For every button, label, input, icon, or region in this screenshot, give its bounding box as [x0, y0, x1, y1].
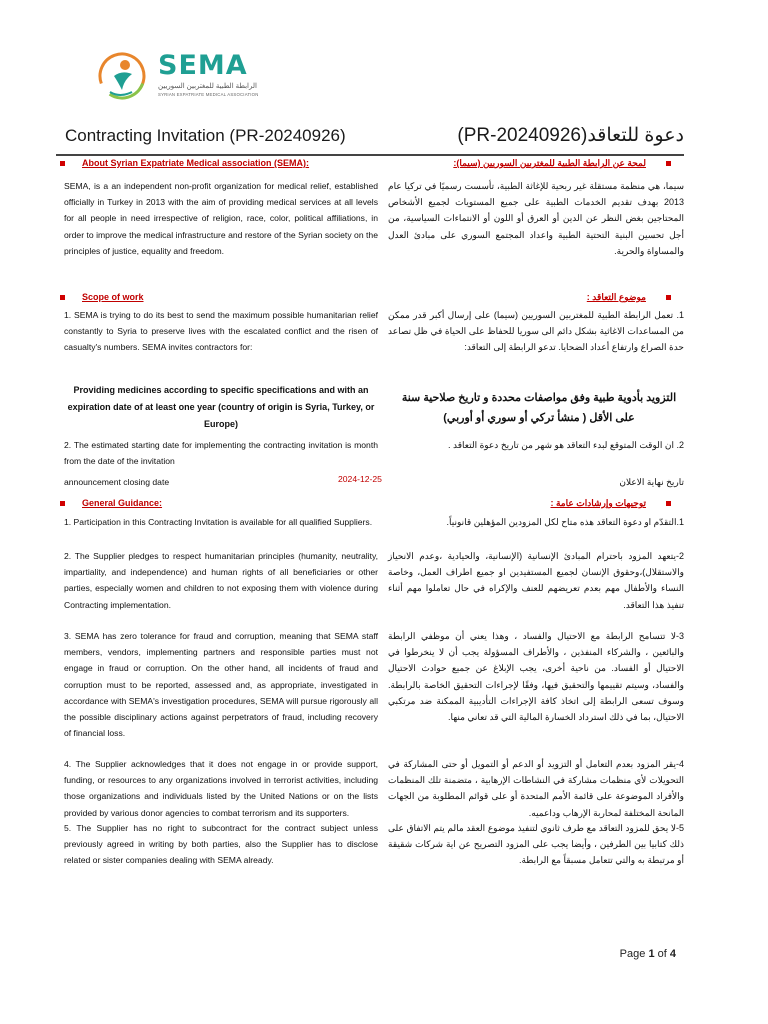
page-total: 4: [669, 948, 676, 960]
guidance-heading-en: General Guidance:: [82, 498, 163, 508]
scope-p2-en: [64, 437, 378, 469]
closing-label-ar: تاريخ نهاية الاعلان: [619, 477, 684, 487]
guidance-item-ar-5: 5-لا يحق للمزود التعاقد مع طرف ثانوي لتنفيذ موضوع العقد مالم يتم الاتفاق على ذلك كتابيا بين الطرفين ، وأيضا يجب على المزود التصريح عن اية شركات شقيقة أو مرتبطة به والتي تتعامل مسبقاً مع الرابطة.: [388, 823, 684, 866]
sema-logo-icon: [92, 46, 152, 110]
guidance-heading-ar: توجيهات وإرشادات عامة :: [550, 498, 646, 508]
scope-p2-text-ar: 2. ان الوقت المتوقع لبدء التعاقد هو شهر من تاريخ دعوة التعاقد .: [448, 440, 684, 450]
about-body-ar: [388, 178, 684, 259]
scope-p2-ar: [388, 437, 684, 453]
page-number: [620, 948, 676, 960]
about-text-en: SEMA, is a an independent non-profit organization for medical relief, established officially in Turkey in 2013 with the aim of providing medical services at all levels for all people in need irrespective of religion, race, color, political affiliations, in order to improve the medical infrastructure and restore of the Syrian society on the principles of justice, equality and freedom.: [64, 181, 378, 256]
about-heading-ar: لمحة عن الرابطة الطبية للمغتربين السوريين (سيما):: [453, 158, 646, 168]
page-current: 1: [648, 948, 655, 960]
brand-name: SEMA: [158, 50, 248, 81]
scope-heading-en: Scope of work: [82, 292, 144, 302]
about-text-ar: سيما، هي منظمة مستقلة غير ربحية للإغاثة الطبية، تأسست رسميًا في تركيا عام 2013 بهدف تقديم الخدمات الطبية على جميع المستويات لجميع الأشخاص المحتاجين بغض النظر عن الدين أو العرق أو اللون أو الانتماءات السياسية، من أجل تحسين البنية التحتية الطبية واعداد المجتمع السوري على مبادئ العدل والمساواة والحرية.: [388, 181, 684, 256]
title-english: Contracting Invitation (PR-20240926): [65, 126, 346, 145]
scope-p2-text-en: 2. The estimated starting date for implementing the contracting invitation is month from the date of the invitation: [64, 440, 378, 467]
scope-p1-text-ar: 1. تعمل الرابطة الطبية للمغتربين السوريين (سيما) على إرسال أكبر قدر ممكن من المساعدات الاغاثية بشكل دائم الى سوريا للحفاظ على الحياة في ظل تصاعد حدة الصراع وارتفاع أعداد الضحايا. تدعو الرابطة إلى التعاقد:: [388, 310, 684, 353]
scope-p1-text-en: 1. SEMA is trying to do its best to send the maximum possible humanitarian relief constantly to Syria to preserve lives with the escalated conflict and the risen of casualty's numbers. SEMA invites contractors for:: [64, 310, 378, 353]
guidance-item-ar-3: 3-لا تتسامح الرابطة مع الاحتيال والفساد ، وهذا يعني أن موظفي الرابطة والبائعين ، والشركاء المنفذين ، والأطراف المسؤولة يجب أن لا ينخرطوا في الاحتيال أو الفساد. من ناحية أخرى، يجب الإبلاغ عن جميع حوادث الاحتيال والفساد، وسيتم تقييمها والتحقيق فيها، وفقًا لإجراءات التحقيق الخاصة بالرابطة. وسوف تسعى الرابطة إلى اتخاذ كافة الإجراءات التأديبية الممكنة ضد مرتكبي الاحتيال، بما في ذلك استرداد الخسارة المالية التي قد تعاني منها.: [388, 631, 684, 723]
scope-bold-ar: التزويد بأدوية طبية وفق مواصفات محددة و تاريخ صلاحية سنة على الأقل ( منشأ تركي أو سوري أو أوربي): [401, 392, 677, 424]
guidance-item-ar-4: 4-يقر المزود بعدم التعامل أو التزويد أو الدعم أو التمويل أو حتى المشاركة في التحويلات لأي منظمات مشاركة في النشاطات الإرهابية ، متضمنة تلك المنظمات والأفراد الموضوعة على قائمة الأمم المتحدة أو على قوائم المطلوبة من الجهات المانحة المختلفة لمحاربة الإرهاب وداعميه.: [388, 759, 684, 818]
brand-arabic-name: الرابطة الطبية للمغتربين السوريين: [158, 83, 257, 90]
bullet-guidance-ar: [666, 501, 671, 506]
sema-logo: [92, 46, 262, 114]
bullet-about-ar: [666, 161, 671, 166]
closing-date: 2024-12-25: [338, 474, 382, 484]
bullet-scope-en: [60, 295, 65, 300]
scope-p1-en: [64, 307, 378, 356]
scope-bold-en: Providing medicines according to specific specifications and with an expiration date of at least one year (country of origin is Syria, Turkey, or Europe): [67, 385, 375, 429]
scope-heading-ar: موضوع التعاقد :: [586, 292, 646, 302]
title-arabic: دعوة للتعاقد(PR-20240926): [457, 125, 684, 146]
page-label: Page: [619, 948, 646, 960]
guidance-item-en-2: 2. The Supplier pledges to respect humanitarian principles (humanity, neutrality, impartiality, and independence) and human rights of all beneficiaries or other parties, especially women and children to not exposing them with violence during Contracting implementation.: [64, 551, 378, 610]
guidance-item-en-1: 1. Participation in this Contracting Invitation is available for all qualified Suppliers.: [64, 517, 373, 527]
guidance-item-ar-1: 1.التقدّم او دعوة التعاقد هذه متاح لكل المزودين المؤهلين قانونياً.: [446, 517, 684, 527]
bullet-about-en: [60, 161, 65, 166]
about-heading-en: About Syrian Expatriate Medical association (SEMA):: [82, 158, 310, 168]
guidance-item-ar-2: 2-يتعهد المزود باحترام المبادئ الإنسانية (الإنسانية، والحيادية ،وعدم الانحياز والاستقلال)،وحقوق الإنسان لجميع المستفيدين او جميع اطراف العمل، وخاصة النساء والأطفال مهم بعدم تعريضهم للعنف والإكراه في حال تعاملوا مهم أثناء تنفيذ هذا التعاقد.: [388, 551, 684, 610]
bullet-guidance-en: [60, 501, 65, 506]
about-body-en: [64, 178, 378, 259]
bullet-scope-ar: [666, 295, 671, 300]
guidance-item-en-3: 3. SEMA has zero tolerance for fraud and corruption, meaning that SEMA staff members, vendors, implementing partners and responsible parties must not engage in fraud or corruption. On the other hand, all incidents of fraud and corruption must to be reported, assessed and, as appropriate, investigated in accordance with SEMA's investigation procedures, SEMA will pursue rigorously all the possible disciplinary actions against perpetrators of fraud, including recovery of financial loss.: [64, 631, 378, 739]
page-of-label: of: [657, 948, 667, 960]
title-bar: [56, 120, 684, 156]
guidance-item-en-5: 5. The Supplier has no right to subcontract for the contract subject unless previously agreed in writing by both parties, also the Supplier has to disclose related or sister companies dealing with SEMA already.: [64, 823, 378, 866]
scope-p1-ar: [388, 307, 684, 356]
brand-english-name: SYRIAN EXPATRIATE MEDICAL ASSOCIATION: [158, 92, 259, 97]
closing-label-en: announcement closing date: [64, 477, 170, 487]
guidance-item-en-4: 4. The Supplier acknowledges that it does not engage in or provide support, funding, or resources to any organizations involved in terrorist activities, including those organizations and individuals listed by the United Nations or on the lists provided by various donor agencies to combat terrorism and its supporters.: [64, 759, 378, 818]
